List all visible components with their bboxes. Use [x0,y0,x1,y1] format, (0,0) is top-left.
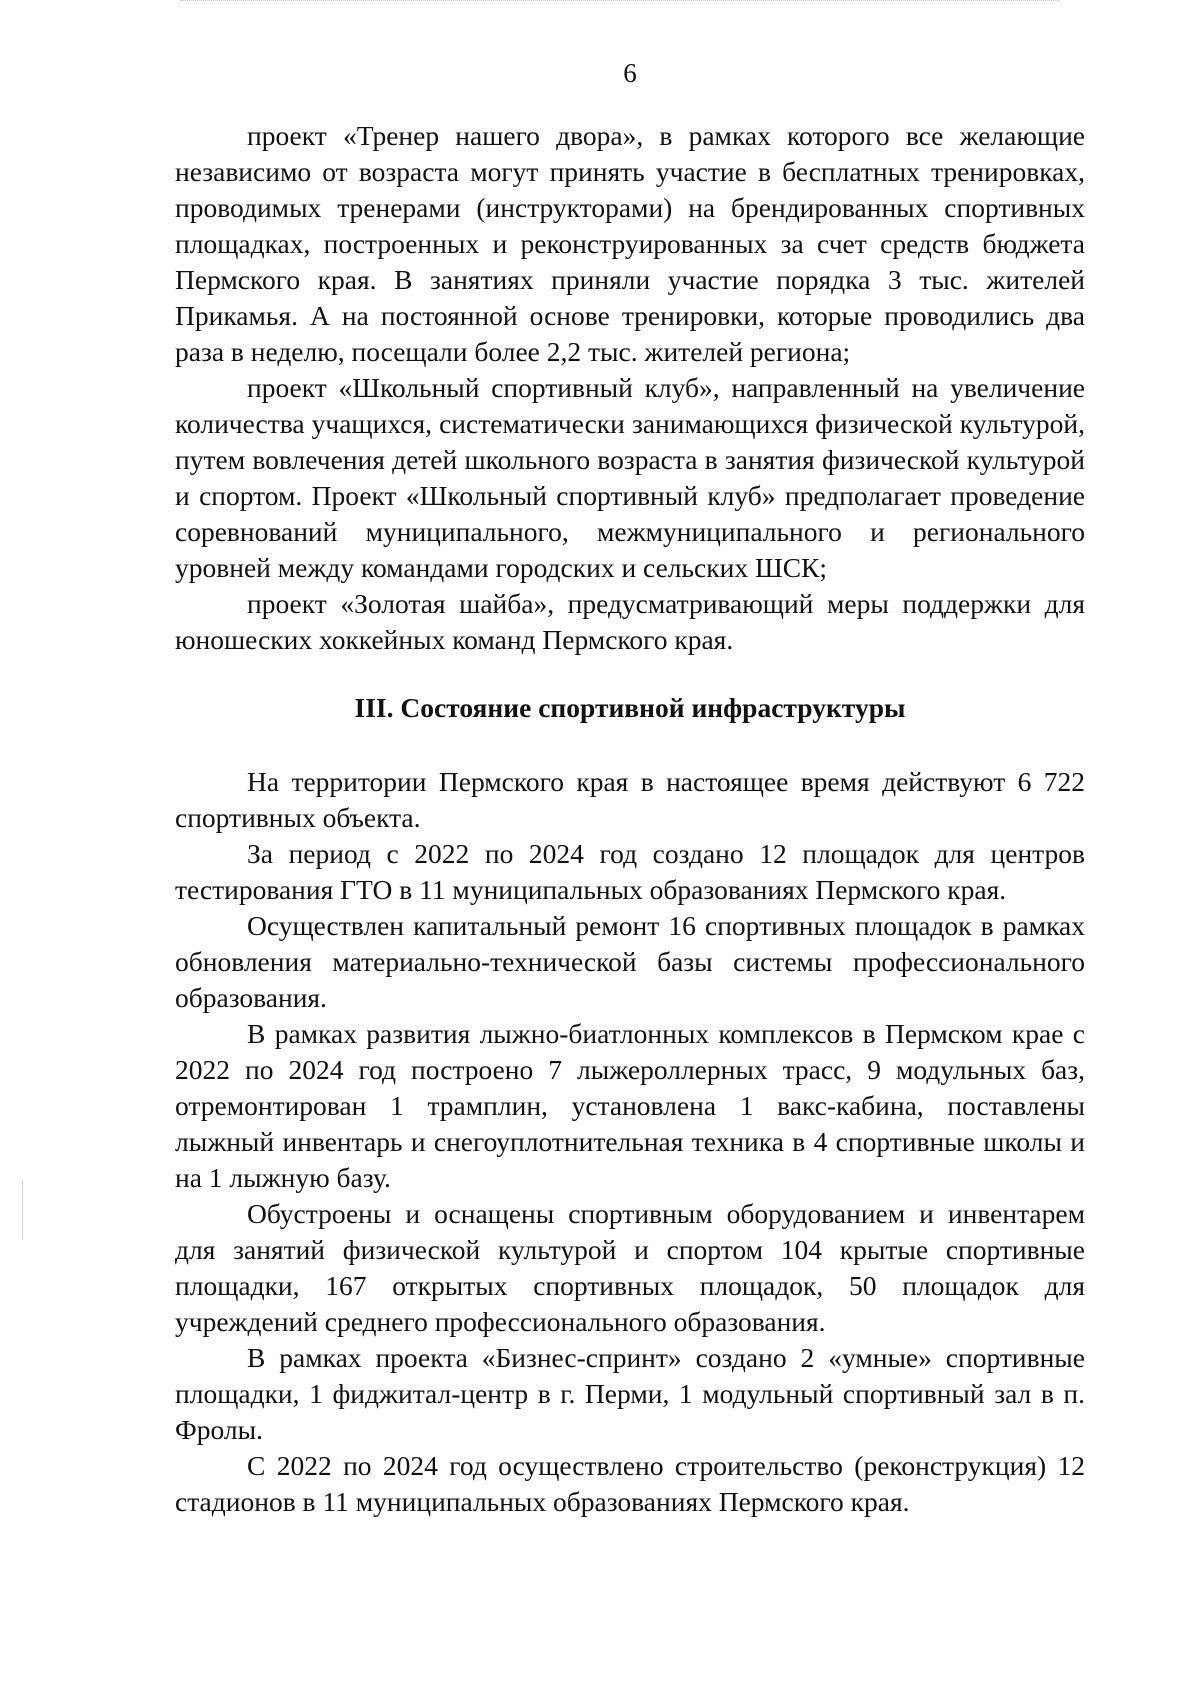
scan-top-edge [180,0,1060,1]
paragraph-ski-biathlon: В рамках развития лыжно-биатлонных комплексов в Пермском крае с 2022 по 2024 год построено 7 лыжероллерных трасс, 9 модульных баз, отремонтирован 1 трамплин, установлена 1 вакс-кабина, поставлены лыжный инвентарь и снегоуплотнительная техника в 4 спортивные школы и на 1 лыжную базу. [175,1018,1085,1193]
page-number: 6 [623,58,637,88]
paragraph-capital-repair: Осуществлен капитальный ремонт 16 спортивных площадок в рамках обновления материально-технической базы системы профессионального образования. [175,910,1085,1013]
paragraph-business-sprint: В рамках проекта «Бизнес-спринт» создано 2 «умные» спортивные площадки, 1 фиджитал-центр в г. Перми, 1 модульный спортивный зал в п. Фролы. [175,1342,1085,1445]
paragraph-trener-nashego-dvora: проект «Тренер нашего двора», в рамках которого все желающие независимо от возраста могут принять участие в бесплатных тренировках, проводимых тренерами (инструкторами) на брендированных спортивных площадках, построенных и реконструированных за счет средств бюджета Пермского края. В занятиях приняли участие порядка 3 тыс. жителей Прикамья. А на постоянной основе тренировки, которые проводились два раза в неделю, посещали более 2,2 тыс. жителей региона; [175,120,1085,367]
paragraph-shkolny-sportivny-klub: проект «Школьный спортивный клуб», направленный на увеличение количества учащихся, систематически занимающихся физической культурой, путем вовлечения детей школьного возраста в занятия физической культурой и спортом. Проект «Школьный спортивный клуб» предполагает проведение соревнований муниципального, межмуниципального и регионального уровней между командами городских и сельских ШСК; [175,372,1085,583]
paragraph-sport-objects-count: На территории Пермского края в настоящее время действуют 6 722 спортивных объекта. [175,766,1085,833]
document-body [175,118,1085,1520]
paragraph-equipment: Обустроены и оснащены спортивным оборудованием и инвентарем для занятий физической культурой и спортом 104 крытые спортивные площадки, 167 открытых спортивных площадок, 50 площадок для учреждений среднего профессионального образования. [175,1198,1085,1337]
section-heading: III. Состояние спортивной инфраструктуры [354,692,906,723]
paragraph-zolotaya-shaiba: проект «Золотая шайба», предусматривающий меры поддержки для юношеских хоккейных команд Пермского края. [175,588,1085,655]
paragraph-stadiums: С 2022 по 2024 год осуществлено строительство (реконструкция) 12 стадионов в 11 муниципальных образованиях Пермского края. [175,1450,1085,1517]
paragraph-gto-centers: За период с 2022 по 2024 год создано 12 площадок для центров тестирования ГТО в 11 муниципальных образованиях Пермского края. [175,838,1085,905]
scan-side-mark [22,1180,23,1240]
